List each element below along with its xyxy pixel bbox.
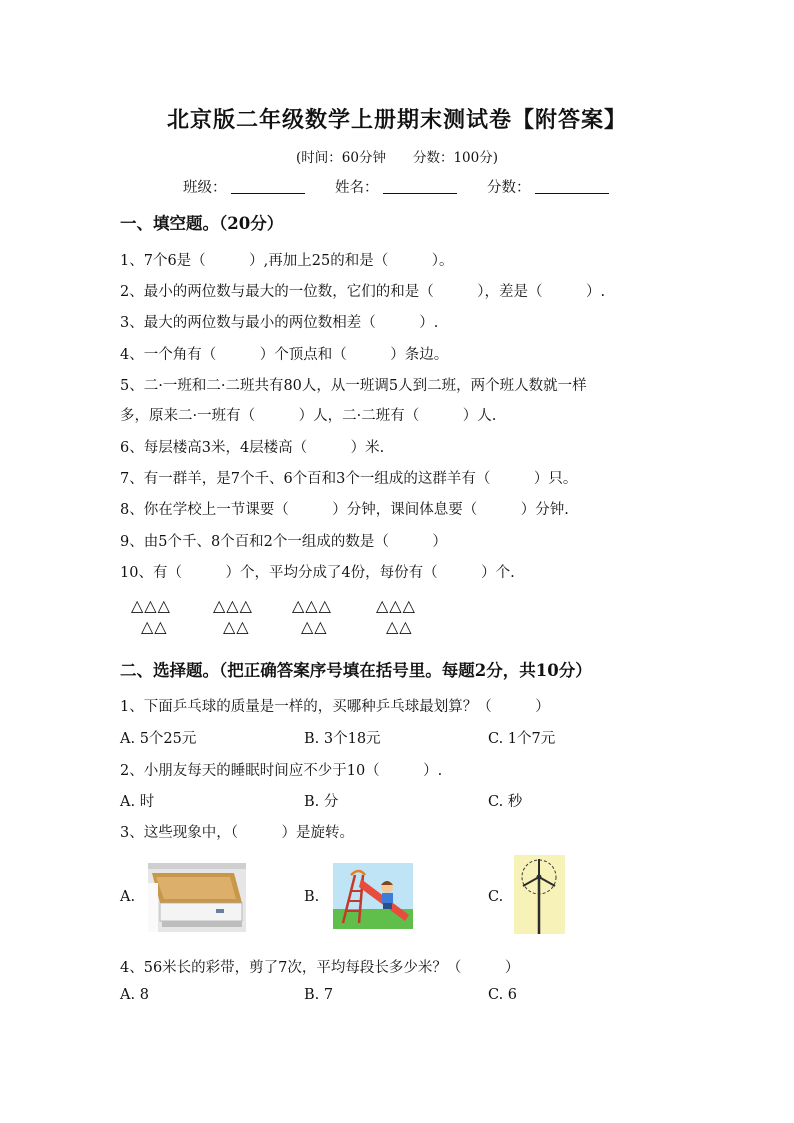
choice-q3-option-b[interactable]: B. (304, 889, 320, 905)
choice-q4-option-a[interactable]: A. 8 (120, 987, 149, 1003)
fill-question-8: 8、你在学校上一节课要（ ）分钟，课间体息要（ ）分钟. (120, 502, 569, 518)
choice-q3-option-c[interactable]: C. (488, 889, 504, 905)
choice-q2-option-a[interactable]: A. 时 (120, 794, 155, 810)
triangle-group-4-bottom: △△ (386, 617, 413, 636)
class-label: 班级： (183, 180, 227, 196)
fill-question-6: 6、每层楼高3米，4层楼高（ ）米. (120, 440, 385, 456)
score-label: 分数： (487, 180, 531, 196)
fill-question-5-line2: 多，原来二·一班有（ ）人，二·二班有（ ）人. (120, 408, 497, 424)
choice-question-4: 4、56米长的彩带，剪了7次，平均每段长多少米？（ ） (120, 960, 520, 976)
name-field (335, 176, 457, 197)
choice-q1-option-b[interactable]: B. 3个18元 (304, 731, 381, 747)
section2-heading: 二、选择题。（把正确答案序号填在括号里。每题2分，共10分） (120, 661, 592, 680)
choice-q1-option-c[interactable]: C. 1个7元 (488, 731, 556, 747)
choice-q2-option-c[interactable]: C. 秒 (488, 794, 523, 810)
fill-question-5-line1: 5、二·一班和二·二班共有80人，从一班调5人到二班，两个班人数就一样 (120, 378, 587, 394)
choice-question-1: 1、下面乒乓球的质量是一样的，买哪种乒乓球最划算？（ ） (120, 699, 550, 715)
fill-question-9: 9、由5个千、8个百和2个一组成的数是（ ） (120, 534, 447, 550)
triangle-group-3-top: △△△ (292, 596, 332, 615)
score-blank[interactable] (535, 179, 609, 194)
choice-q3-option-a[interactable]: A. (120, 889, 136, 905)
class-blank[interactable] (231, 179, 305, 194)
choice-question-3: 3、这些现象中，（ ）是旋转。 (120, 825, 354, 841)
fill-question-10: 10、有（ ）个，平均分成了4份，每份有（ ）个. (120, 565, 515, 581)
name-blank[interactable] (383, 179, 457, 194)
wind-turbine-photo (514, 855, 565, 934)
fill-question-1: 1、7个6是（ ）,再加上25的和是（ ）。 (120, 253, 454, 269)
section1-heading: 一、填空题。（20分） (120, 214, 284, 233)
fill-question-3: 3、最大的两位数与最小的两位数相差（ ）. (120, 315, 439, 331)
score-field (487, 176, 609, 197)
choice-question-2: 2、小朋友每天的睡眠时间应不少于10（ ）. (120, 763, 443, 779)
class-field (183, 176, 305, 197)
fill-question-7: 7、有一群羊，是7个千、6个百和3个一组成的这群羊有（ ）只。 (120, 471, 578, 487)
triangle-group-2-top: △△△ (213, 596, 253, 615)
time-score-subtitle: (时间：60分钟 分数：100分) (296, 150, 498, 166)
fill-question-2: 2、最小的两位数与最大的一位数，它们的和是（ ），差是（ ）. (120, 284, 606, 300)
choice-q1-option-a[interactable]: A. 5个25元 (120, 731, 197, 747)
name-label: 姓名： (335, 180, 379, 196)
triangle-group-3-bottom: △△ (301, 617, 328, 636)
choice-q4-option-b[interactable]: B. 7 (304, 987, 334, 1003)
slide-photo (333, 863, 413, 929)
choice-q2-option-b[interactable]: B. 分 (304, 794, 339, 810)
choice-q4-option-c[interactable]: C. 6 (488, 987, 518, 1003)
triangle-group-1-top: △△△ (131, 596, 171, 615)
page-title: 北京版二年级数学上册期末测试卷【附答案】 (166, 107, 627, 133)
triangle-group-1-bottom: △△ (141, 617, 168, 636)
fill-question-4: 4、一个角有（ ）个顶点和（ ）条边。 (120, 347, 449, 363)
drawer-photo (148, 863, 246, 932)
triangle-group-2-bottom: △△ (223, 617, 250, 636)
triangle-group-4-top: △△△ (376, 596, 416, 615)
